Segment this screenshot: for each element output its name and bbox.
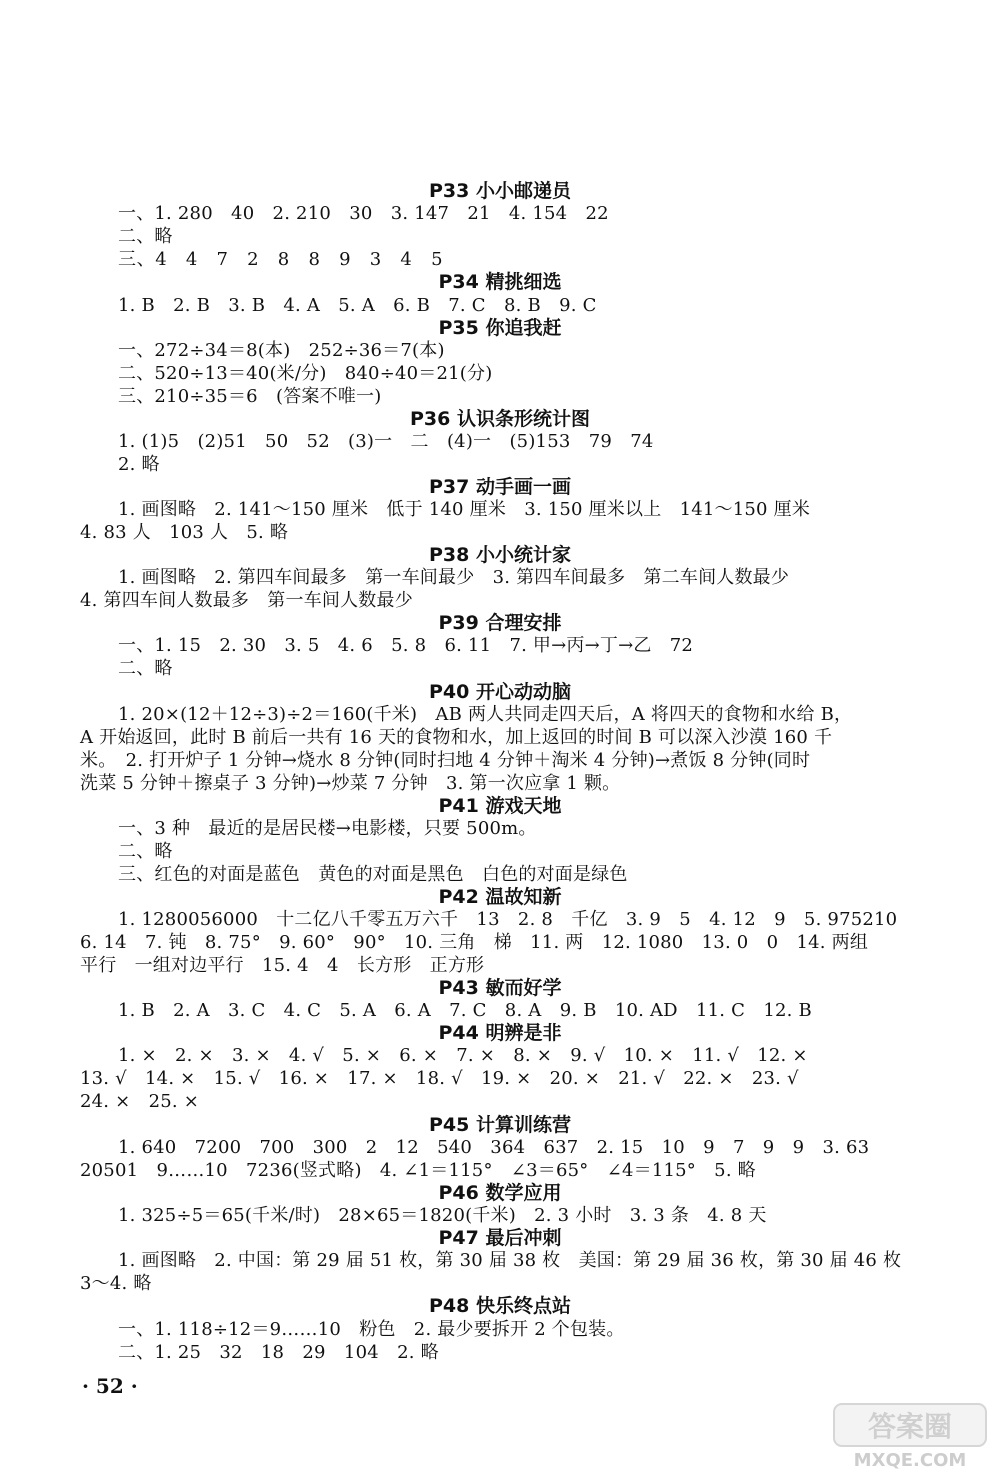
answer-line: 三、210÷35＝6 (答案不唯一) bbox=[118, 386, 382, 407]
svg-text:答案圈: 答案圈 bbox=[867, 1410, 953, 1443]
section-title: P37 动手画一画 bbox=[429, 476, 571, 498]
answer-line: 三、红色的对面是蓝色 黄色的对面是黑色 白色的对面是绿色 bbox=[118, 864, 628, 885]
answer-line: 一、1. 280 40 2. 210 30 3. 147 21 4. 154 22 bbox=[118, 203, 609, 224]
answer-line: 2. 略 bbox=[118, 454, 160, 475]
answer-line: 13. √ 14. × 15. √ 16. × 17. × 18. √ 19. × 20. × 21. √ 22. × 23. √ bbox=[80, 1068, 799, 1089]
answer-line: 1. B 2. A 3. C 4. C 5. A 6. A 7. C 8. A 9. B 10. AD 11. C 12. B bbox=[118, 1000, 812, 1021]
watermark-logo bbox=[830, 1400, 990, 1472]
section-title: P39 合理安排 bbox=[438, 612, 562, 634]
answer-line: 洗菜 5 分钟＋擦桌子 3 分钟)→炒菜 7 分钟 3. 第一次应拿 1 颗。 bbox=[80, 773, 621, 794]
answer-line: 三、4 4 7 2 8 8 9 3 4 5 bbox=[118, 249, 444, 270]
answer-line: 一、3 种 最近的是居民楼→电影楼，只要 500m。 bbox=[118, 818, 537, 839]
section-title: P47 最后冲刺 bbox=[438, 1227, 562, 1249]
answer-line: 二、520÷13＝40(米/分) 840÷40＝21(分) bbox=[118, 363, 493, 384]
answer-line: 二、略 bbox=[118, 841, 173, 862]
answer-line: 二、略 bbox=[118, 226, 173, 247]
section-title: P35 你追我赶 bbox=[438, 317, 562, 339]
section-title: P36 认识条形统计图 bbox=[410, 408, 590, 430]
section-title: P40 开心动动脑 bbox=[429, 681, 571, 703]
answer-line: 1. × 2. × 3. × 4. √ 5. × 6. × 7. × 8. × 9. √ 10. × 11. √ 12. × bbox=[118, 1045, 808, 1066]
answer-line: 6. 14 7. 钝 8. 75° 9. 60° 90° 10. 三角 梯 11. 两 12. 1080 13. 0 0 14. 两组 bbox=[80, 932, 869, 953]
section-title: P38 小小统计家 bbox=[429, 544, 571, 566]
section-title: P43 敏而好学 bbox=[438, 977, 562, 999]
answer-line: 一、272÷34＝8(本) 252÷36＝7(本) bbox=[118, 340, 445, 361]
answer-line: 24. × 25. × bbox=[80, 1091, 200, 1112]
answer-line: 4. 第四车间人数最多 第一车间人数最少 bbox=[80, 590, 413, 611]
answer-line: 1. 画图略 2. 141～150 厘米 低于 140 厘米 3. 150 厘米以上 141～150 厘米 bbox=[118, 499, 811, 520]
section-title: P41 游戏天地 bbox=[438, 795, 562, 817]
answer-line: 1. B 2. B 3. B 4. A 5. A 6. B 7. C 8. B 9. C bbox=[118, 295, 597, 316]
section-title: P44 明辨是非 bbox=[438, 1022, 562, 1044]
answer-line: 1. 画图略 2. 中国：第 29 届 51 枚，第 30 届 38 枚 美国：第 29 届 36 枚，第 30 届 46 枚 bbox=[118, 1250, 902, 1271]
section-title: P46 数学应用 bbox=[438, 1182, 562, 1204]
answer-line: 平行 一组对边平行 15. 4 4 长方形 正方形 bbox=[80, 955, 485, 976]
answer-line: 二、1. 25 32 18 29 104 2. 略 bbox=[118, 1342, 439, 1363]
section-title: P34 精挑细选 bbox=[438, 271, 562, 293]
answer-line: 一、1. 118÷12＝9……10 粉色 2. 最少要拆开 2 个包装。 bbox=[118, 1319, 625, 1340]
section-title: P45 计算训练营 bbox=[429, 1114, 571, 1136]
answer-line: 一、1. 15 2. 30 3. 5 4. 6 5. 8 6. 11 7. 甲→丙→丁→乙 72 bbox=[118, 635, 694, 656]
answer-line: 1. 1280056000 十二亿八千零五万六千 13 2. 8 千亿 3. 9 5 4. 12 9 5. 975210 bbox=[118, 909, 898, 930]
section-title: P33 小小邮递员 bbox=[429, 180, 571, 202]
svg-text:MXQE.COM: MXQE.COM bbox=[853, 1450, 967, 1471]
answer-line: 1. 325÷5＝65(千米/时) 28×65＝1820(千米) 2. 3 小时 3. 3 条 4. 8 天 bbox=[118, 1205, 767, 1226]
answer-line: 米。 2. 打开炉子 1 分钟→烧水 8 分钟(同时扫地 4 分钟＋淘米 4 分钟)→煮饭 8 分钟(同时 bbox=[80, 750, 811, 771]
answer-line: 二、略 bbox=[118, 658, 173, 679]
answer-line: 1. 画图略 2. 第四车间最多 第一车间最少 3. 第四车间最多 第二车间人数最少 bbox=[118, 567, 790, 588]
answer-line: 1. (1)5 (2)51 50 52 (3)一 二 (4)一 (5)153 79 74 bbox=[118, 431, 654, 452]
answer-line: 4. 83 人 103 人 5. 略 bbox=[80, 522, 289, 543]
answer-line: A 开始返回，此时 B 前后一共有 16 天的食物和水，加上返回的时间 B 可以深入沙漠 160 千 bbox=[80, 727, 833, 748]
answer-line: 1. 20×(12＋12÷3)÷2＝160(千米) AB 两人共同走四天后，A 将四天的食物和水给 B， bbox=[118, 704, 853, 725]
page-number: · 52 · bbox=[82, 1374, 138, 1398]
answer-line: 3～4. 略 bbox=[80, 1273, 152, 1294]
answer-line: 1. 640 7200 700 300 2 12 540 364 637 2. 15 10 9 7 9 9 3. 63 bbox=[118, 1137, 870, 1158]
answer-line: 20501 9……10 7236(竖式略) 4. ∠1＝115° ∠3＝65° ∠4＝115° 5. 略 bbox=[80, 1160, 756, 1181]
section-title: P42 温故知新 bbox=[438, 886, 562, 908]
section-title: P48 快乐终点站 bbox=[429, 1295, 571, 1317]
